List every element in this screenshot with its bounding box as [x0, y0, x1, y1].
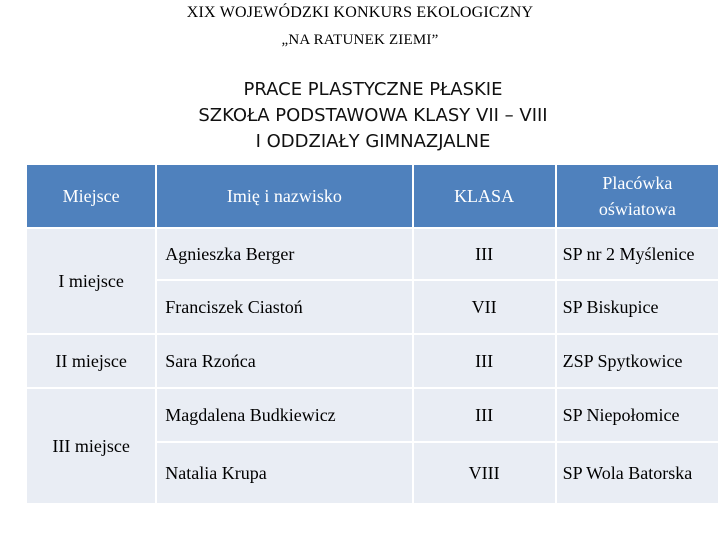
class-cell: VIII — [413, 442, 556, 504]
table-row — [26, 388, 719, 442]
column-header-class: KLASA — [413, 164, 556, 228]
contest-subtitle: „NA RATUNEK ZIEMI” — [281, 32, 439, 48]
school-cell: ZSP Spytkowice — [556, 334, 719, 388]
contest-title: XIX WOJEWÓDZKI KONKURS EKOLOGICZNY — [186, 4, 534, 21]
column-header-school-line2: oświatowa — [598, 199, 676, 219]
table-row — [26, 334, 719, 388]
class-cell: III — [413, 388, 556, 442]
place-cell: I miejsce — [26, 228, 156, 334]
class-cell: VII — [413, 280, 556, 334]
place-cell: III miejsce — [26, 388, 156, 504]
column-header-school-line1: Placówka — [602, 173, 673, 193]
name-cell: Franciszek Ciastoń — [156, 280, 412, 334]
school-cell: SP nr 2 Myślenice — [556, 228, 719, 280]
school-cell: SP Wola Batorska — [556, 442, 719, 504]
results-table — [25, 163, 720, 505]
name-cell: Sara Rzońca — [156, 334, 412, 388]
class-cell: III — [413, 334, 556, 388]
column-header-place: Miejsce — [26, 164, 156, 228]
name-cell: Natalia Krupa — [156, 442, 412, 504]
category-line-1: PRACE PLASTYCZNE PŁASKIE — [243, 79, 503, 100]
place-cell: II miejsce — [26, 334, 156, 388]
table-row — [26, 228, 719, 280]
column-header-name: Imię i nazwisko — [156, 164, 412, 228]
name-cell: Agnieszka Berger — [156, 228, 412, 280]
category-heading — [0, 77, 720, 155]
school-cell: SP Niepołomice — [556, 388, 719, 442]
name-cell: Magdalena Budkiewicz — [156, 388, 412, 442]
column-header-school — [556, 164, 719, 228]
table-header-row — [26, 164, 719, 228]
category-line-2: SZKOŁA PODSTAWOWA KLASY VII – VIII — [198, 105, 548, 126]
category-line-3: I ODDZIAŁY GIMNAZJALNE — [255, 131, 491, 152]
school-cell: SP Biskupice — [556, 280, 719, 334]
class-cell: III — [413, 228, 556, 280]
